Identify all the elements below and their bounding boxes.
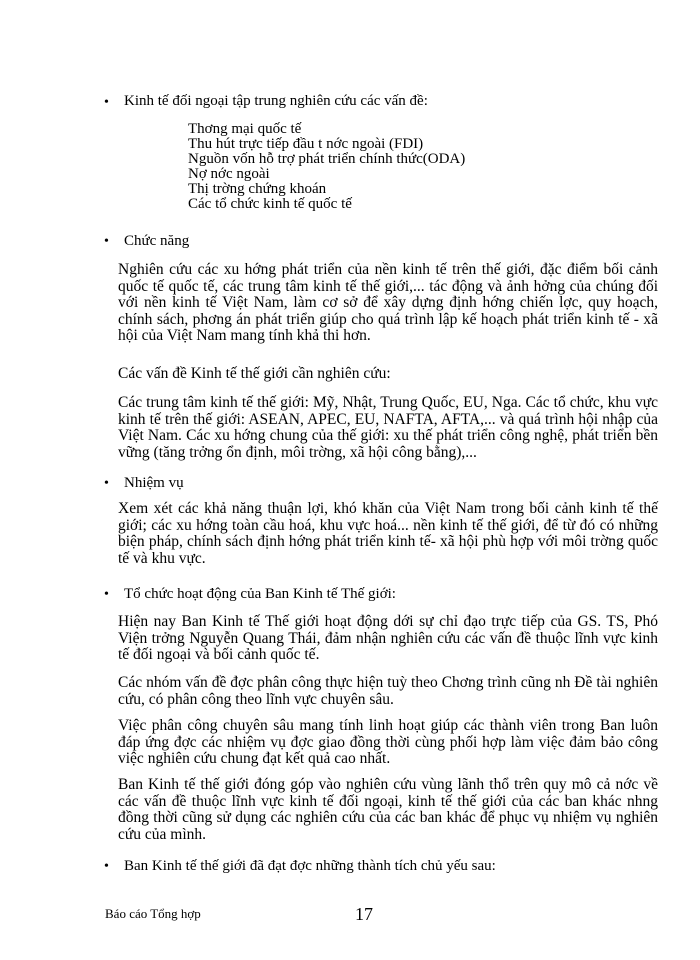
list-item: Thu hút trực tiếp đầu t nớc ngoài (FDI) — [188, 136, 424, 152]
list-item: Nợ nớc ngoài — [188, 166, 270, 182]
list-item: Nguồn vốn hỗ trợ phát triển chính thức(ODA) — [188, 151, 466, 167]
section-heading: Ban Kinh tế thế giới đã đạt đợc những thành tích chủ yếu sau: — [124, 858, 496, 874]
paragraph: Các nhóm vấn đề đợc phân công thực hiện tuỳ theo Chơng trình cũng nh Đề tài nghiên cứu, có phân công theo lĩnh vực chuyên sâu. — [118, 674, 658, 708]
paragraph: Các vấn đề Kinh tế thế giới cần nghiên cứu: — [118, 365, 391, 382]
section-heading: Chức năng — [124, 233, 190, 249]
paragraph: Nghiên cứu các xu hớng phát triển của nền kinh tế trên thế giới, đặc điểm bối cảnh quốc tế quốc tế, các trung tâm kinh tế thế giới,... tác động và ảnh hởng của chúng đối với nền kinh tế Việt Nam, làm cơ sở để xây dựng định hớng chiến lợc, quy hoạch, chính sách, phơng án phát triển giúp cho quá trình lập kế hoạch phát triển kinh tế - xã hội của Việt Nam mang tính khả thi hơn. — [118, 261, 658, 345]
paragraph: Hiện nay Ban Kinh tế Thế giới hoạt động dới sự chỉ đạo trực tiếp của GS. TS, Phó Viện trởng Nguyễn Quang Thái, đảm nhận nghiên cứu các vấn đề thuộc lĩnh vực kinh tế đối ngoại và bối cảnh quốc tế. — [118, 613, 658, 664]
bullet: • — [104, 587, 109, 602]
paragraph: Các trung tâm kinh tế thế giới: Mỹ, Nhật, Trung Quốc, EU, Nga. Các tổ chức, khu vực kinh tế trên thế giới: ASEAN, APEC, EU, NAFTA, AFTA,... và quá trình hội nhập của Việt Nam. Các xu hớng chung của thế giới: xu thế phát triển công nghệ, phát triển bền vững (tăng trởng ổn định, môi trờng, xã hội công bằng),... — [118, 394, 658, 461]
section-heading: Kinh tế đối ngoại tập trung nghiên cứu các vấn đề: — [124, 93, 428, 109]
list-item: Các tổ chức kinh tế quốc tế — [188, 196, 352, 212]
paragraph: Việc phân công chuyên sâu mang tính linh hoạt giúp các thành viên trong Ban luôn đáp ứng đợc các nhiệm vụ đợc giao đồng thời cùng phối hợp làm việc đảm bảo công việc nghiên cứu chung đạt kết quả cao nhất. — [118, 717, 658, 768]
list-item: Thơng mại quốc tế — [188, 121, 302, 137]
paragraph: Ban Kinh tế thế giới đóng góp vào nghiên cứu vùng lãnh thổ trên quy mô cả nớc về các vấn đề thuộc lĩnh vực kinh tế đối ngoại, kinh tế thế giới của các ban khác nhng đồng thời cũng sử dụng các nghiên cứu của các ban khác để phục vụ nhiệm vụ nghiên cứu của mình. — [118, 776, 658, 843]
bullet: • — [104, 234, 109, 249]
paragraph: Xem xét các khả năng thuận lợi, khó khăn của Việt Nam trong bối cảnh kinh tế thế giới; các xu hớng toàn cầu hoá, khu vực hoá... nền kinh tế thế giới, để từ đó có những biện pháp, chính sách định hớng phát triển kinh tế- xã hội phù hợp với môi trờng quốc tế và khu vực. — [118, 500, 658, 567]
footer-label: Báo cáo Tổng hợp — [105, 906, 201, 921]
page-number: 17 — [355, 904, 373, 924]
section-heading: Nhiệm vụ — [124, 475, 184, 491]
bullet: • — [104, 859, 109, 874]
bullet: • — [104, 95, 109, 110]
section-heading: Tổ chức hoạt động của Ban Kinh tế Thế giới: — [124, 586, 396, 602]
bullet: • — [104, 476, 109, 491]
list-item: Thị trờng chứng khoán — [188, 181, 327, 197]
